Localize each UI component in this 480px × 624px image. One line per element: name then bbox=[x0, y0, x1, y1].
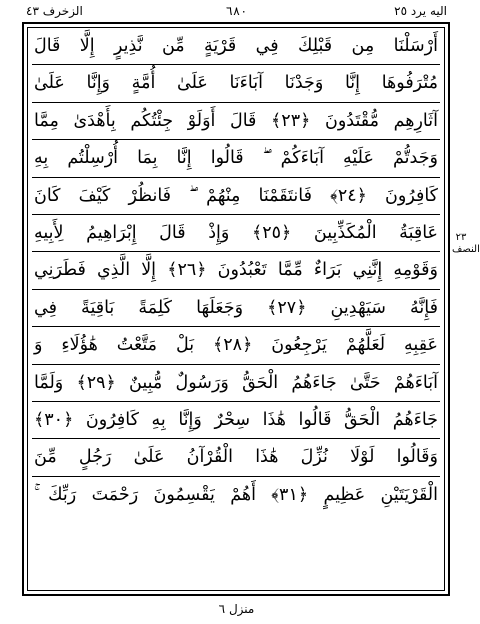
verse-text-block bbox=[32, 28, 440, 590]
verse-line: أَرْسَلْنَا مِن قَبْلِكَ فِي قَرْيَةٍ مِّن نَّذِيرٍ إِلَّا قَالَ bbox=[32, 28, 440, 65]
verse-line: وَجَدتُّمْ عَلَيْهِ آبَاءَكُمْ ۖ قَالُوا إِنَّا بِمَا أُرْسِلْتُم بِهِ bbox=[32, 140, 440, 177]
verse-line: وَقَوْمِهِ إِنَّنِي بَرَاءٌ مِّمَّا تَعْبُدُونَ ﴿٢٦﴾ إِلَّا الَّذِي فَطَرَنِي bbox=[32, 252, 440, 289]
margin-note-number: ٢٣ bbox=[455, 232, 467, 243]
verse-line: عَاقِبَةُ الْمُكَذِّبِينَ ﴿٢٥﴾ وَإِذْ قَالَ إِبْرَاهِيمُ لِأَبِيهِ bbox=[32, 215, 440, 252]
verse-line: جَاءَهُمُ الْحَقُّ قَالُوا هَٰذَا سِحْرٌ وَإِنَّا بِهِ كَافِرُونَ ﴿٣٠﴾ bbox=[32, 402, 440, 439]
page-number: ٦٨٠ bbox=[225, 4, 248, 18]
verse-line: الْقَرْيَتَيْنِ عَظِيمٍ ﴿٣١﴾ أَهُمْ يَقْسِمُونَ رَحْمَتَ رَبِّكَ ۚ bbox=[34, 484, 438, 505]
verse-line: وَقَالُوا لَوْلَا نُزِّلَ هَٰذَا الْقُرْآنُ عَلَىٰ رَجُلٍ مِّنَ bbox=[32, 439, 440, 476]
verse-line: فَإِنَّهُ سَيَهْدِينِ ﴿٢٧﴾ وَجَعَلَهَا كَلِمَةً بَاقِيَةً فِي bbox=[32, 290, 440, 327]
margin-note-label: النصف bbox=[452, 244, 480, 255]
surah-title: الزخرف ٤٣ bbox=[26, 4, 83, 18]
page-footer: منزل ٦ bbox=[218, 602, 255, 616]
verse-line: آبَاءَهُمْ حَتَّىٰ جَاءَهُمُ الْحَقُّ وَرَسُولٌ مُّبِينٌ ﴿٢٩﴾ وَلَمَّا bbox=[32, 365, 440, 402]
page-header bbox=[22, 2, 451, 20]
verse-line: عَقِبِهِ لَعَلَّهُمْ يَرْجِعُونَ ﴿٢٨﴾ بَلْ مَتَّعْتُ هَٰؤُلَاءِ وَ bbox=[32, 327, 440, 364]
verse-line: مُتْرَفُوهَا إِنَّا وَجَدْنَا آبَاءَنَا عَلَىٰ أُمَّةٍ وَإِنَّا عَلَىٰ bbox=[32, 65, 440, 102]
margin-division-note bbox=[452, 232, 480, 256]
juz-title: اليه يرد ٢٥ bbox=[394, 4, 447, 18]
verse-line: كَافِرُونَ ﴿٢٤﴾ فَانتَقَمْنَا مِنْهُمْ ۖ فَانظُرْ كَيْفَ كَانَ bbox=[32, 178, 440, 215]
verse-line: آثَارِهِم مُّقْتَدُونَ ﴿٢٣﴾ قَالَ أَوَلَوْ جِئْتُكُم بِأَهْدَىٰ مِمَّا bbox=[32, 103, 440, 140]
